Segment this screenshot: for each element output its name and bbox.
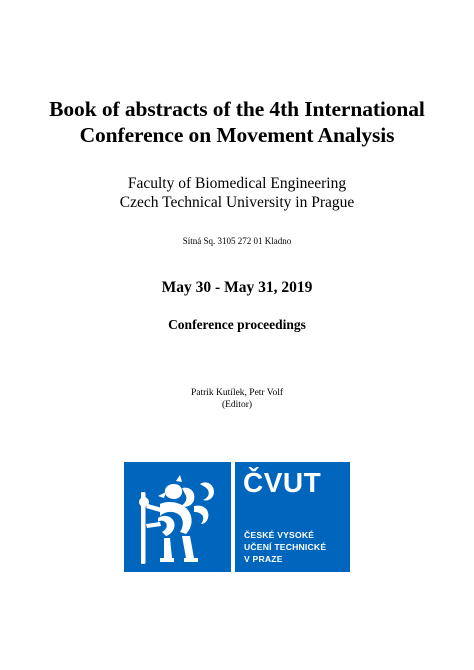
logo-text-panel — [235, 462, 350, 572]
title-line-1: Book of abstracts of the 4th International — [49, 97, 425, 121]
logo-wordmark: ČVUT — [243, 467, 322, 498]
title-line-2: Conference on Movement Analysis — [79, 123, 395, 147]
logo-name-line-2: UČENÍ TECHNICKÉ — [244, 542, 327, 552]
lion-icon — [124, 462, 231, 572]
address: Sítná Sq. 3105 272 01 Kladno — [182, 236, 292, 246]
faculty-name: Faculty of Biomedical Engineering — [127, 175, 347, 192]
proceedings-label: Conference proceedings — [168, 317, 306, 332]
logo-name-line-1: ČESKÉ VYSOKÉ — [244, 530, 315, 540]
logo-name-line-3: V PRAZE — [244, 554, 283, 564]
faculty-block — [0, 174, 474, 212]
editor-role: (Editor) — [221, 400, 253, 410]
logo-emblem-panel — [124, 462, 231, 572]
conference-dates: May 30 - May 31, 2019 — [161, 279, 313, 296]
editors-block — [0, 387, 474, 411]
editor-names: Patrik Kutílek, Petr Volf — [190, 388, 283, 398]
document-title — [0, 96, 474, 148]
logo-institution-name — [244, 529, 326, 565]
university-name: Czech Technical University in Prague — [119, 194, 355, 211]
cvut-logo — [124, 462, 350, 572]
